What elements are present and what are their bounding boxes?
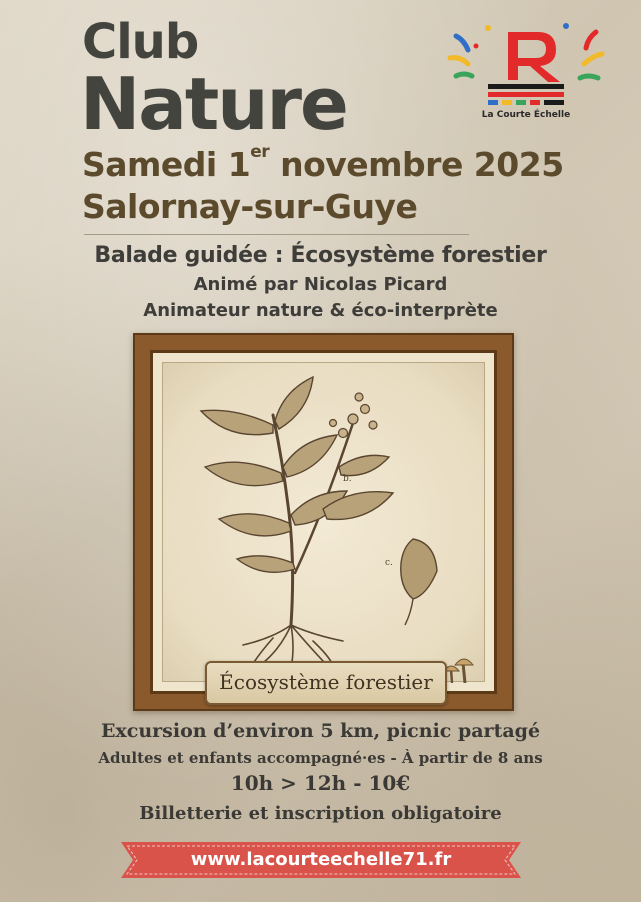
illustration-plaque: Écosystème forestier	[205, 661, 447, 705]
mark-b: b.	[343, 474, 352, 484]
logo-stripe-3e	[544, 100, 564, 105]
logo-stripe-3d	[530, 100, 540, 105]
botanical-plant-illustration	[163, 363, 486, 683]
logo-stripe-2	[488, 92, 564, 97]
excursion-info: Excursion d’environ 5 km, picnic partagé	[100, 720, 541, 742]
ticketing-info: Billetterie et inscription obligatoire	[139, 803, 502, 824]
time-price-info: 10h > 12h - 10€	[230, 771, 411, 795]
logo-stripe-3b	[502, 100, 512, 105]
title-club: Club	[82, 14, 199, 70]
leaf-7	[237, 556, 295, 573]
date-day: Samedi 1	[82, 145, 251, 184]
confetti-left-green	[456, 74, 472, 76]
confetti-right-yellow	[584, 54, 602, 64]
event-title: Balade guidée : Écosystème forestier	[94, 243, 547, 268]
divider	[84, 234, 469, 235]
bud-3	[339, 429, 348, 438]
event-host: Animé par Nicolas Picard	[193, 274, 448, 295]
leaf-9	[339, 455, 389, 475]
audience-info: Adultes et enfants accompagné·es - À partir de 8 ans	[98, 749, 543, 767]
leaf-1	[201, 410, 273, 434]
mushroom-1-cap	[455, 659, 473, 665]
website-link[interactable]: www.lacourteechelle71.fr	[190, 849, 452, 870]
date-month-year: novembre 2025	[269, 145, 564, 184]
seed-pod	[401, 539, 437, 599]
bud-6	[330, 420, 337, 427]
mark-c: c.	[385, 558, 393, 568]
illustration-canvas	[162, 362, 485, 682]
confetti-left-blue	[456, 36, 468, 50]
illustration-frame	[133, 333, 514, 711]
seed-pod-stem	[405, 599, 413, 625]
leaf-3	[205, 462, 283, 485]
confetti-right-red	[586, 32, 596, 48]
logo-caption: La Courte Échelle	[481, 110, 571, 120]
logo-stripe-3a	[488, 100, 498, 105]
title-nature: Nature	[80, 62, 347, 146]
logo-r-letter	[508, 32, 560, 82]
date-ordinal: er	[250, 142, 270, 162]
confetti-left-yellow	[450, 58, 468, 64]
logo-stripe-3c	[516, 100, 526, 105]
event-date	[82, 142, 564, 184]
logo-stripe-1	[488, 84, 564, 89]
bud-4	[369, 421, 377, 429]
leaf-4	[283, 435, 337, 477]
confetti-dot-1	[485, 25, 491, 31]
event-place: Salornay-sur-Guye	[82, 187, 418, 226]
leaf-2	[275, 377, 313, 429]
bud-1	[348, 414, 358, 424]
confetti-dot-3	[474, 44, 479, 49]
mushroom-1	[463, 663, 465, 683]
confetti-right-green	[580, 76, 598, 78]
bud-2	[361, 405, 370, 414]
event-host-role: Animateur nature & éco-interprète	[143, 300, 498, 321]
confetti-dot-2	[563, 23, 569, 29]
leaf-5	[219, 514, 291, 536]
bud-5	[355, 393, 363, 401]
